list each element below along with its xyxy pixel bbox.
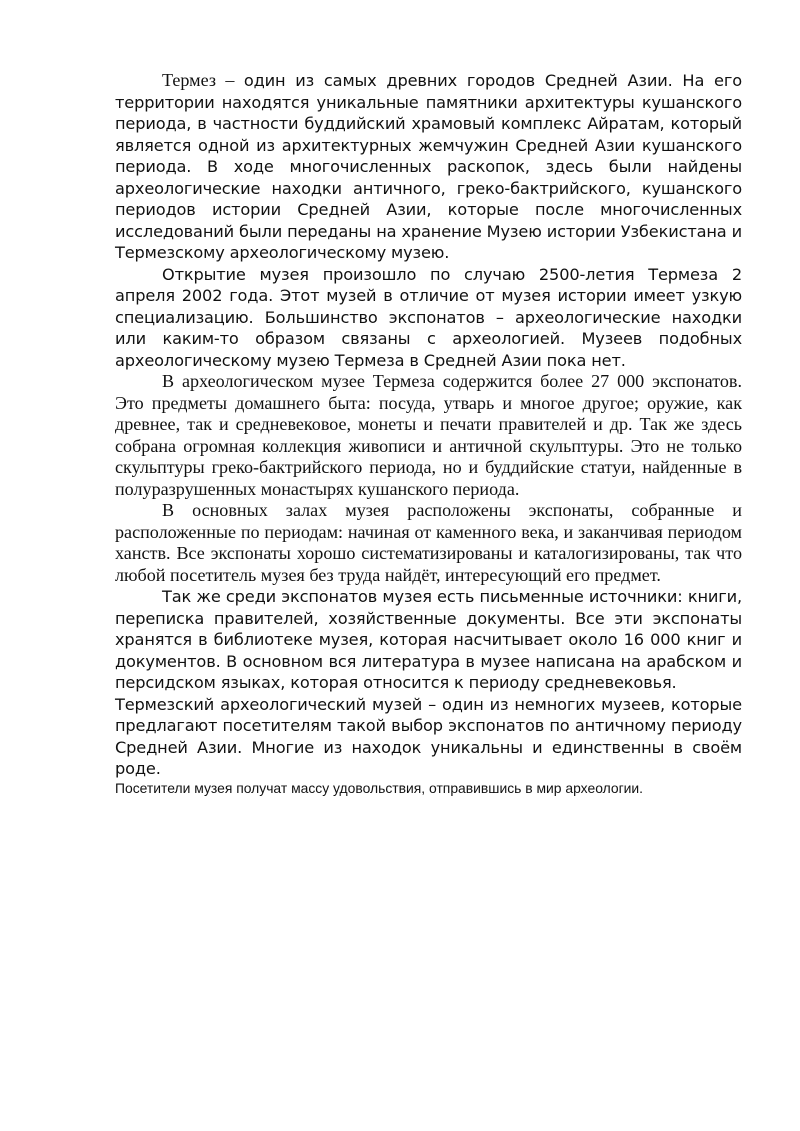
- paragraph-4: В основных залах музея расположены экспонаты, собранные и расположенные по периодам: начиная от каменного века, и заканчивая периодом ханств. Все экспонаты хорошо систематизированы и каталогизированы, так что любой посетитель музея без труда найдёт, интересующий его предмет.: [115, 500, 742, 585]
- paragraph-2: Открытие музея произошло по случаю 2500-летия Термеза 2 апреля 2002 года. Этот музей в отличие от музея истории имеет узкую специализацию. Большинство экспонатов – археологические находки или каким-то образом связаны с археологией. Музеев подобных археологическому музею Термеза в Средней Азии пока нет.: [115, 264, 742, 370]
- paragraph-1-lead: Термез –: [162, 70, 244, 90]
- paragraph-7: Посетители музея получат массу удовольствия, отправившись в мир археологии.: [115, 779, 644, 796]
- paragraph-5: Так же среди экспонатов музея есть письменные источники: книги, переписка правителей, хозяйственные документы. Все эти экспонаты хранятся в библиотеке музея, которая насчитывает около 16 000 книг и документов. В основном вся литература в музее написана на арабском и персидском языках, которая относится к периоду средневековья.: [115, 587, 742, 692]
- paragraph-3: В археологическом музее Термеза содержится более 27 000 экспонатов. Это предметы домашнего быта: посуда, утварь и многое другое; оружие, как древнее, так и средневековое, монеты и печати правителей и др. Так же здесь собрана огромная коллекция живописи и античной скульптуры. Это не только скульптуры греко-бактрийского периода, но и буддийские статуи, найденные в полуразрушенных монастырях кушанского периода.: [115, 371, 742, 499]
- paragraph-6: Термезский археологический музей – один из немногих музеев, которые предлагают посетителям такой выбор экспонатов по античному периоду Средней Азии. Многие из находок уникальны и единственны в своём роде.: [115, 694, 742, 778]
- document-body: [115, 70, 742, 797]
- paragraph-1-body: один из самых древних городов Средней Азии. На его территории находятся уникальные памятники архитектуры кушанского периода, в частности буддийский храмовый комплекс Айратам, который является одной из архитектурных жемчужин Средней Азии кушанского периода. В ходе многочисленных раскопок, здесь были найдены археологические находки античного, греко-бактрийского, кушанского периодов истории Средней Азии, которые после многочисленных исследований были переданы на хранение Музею истории Узбекистана и Термезскому археологическому музею.: [115, 71, 742, 262]
- paragraph-1: [115, 70, 742, 264]
